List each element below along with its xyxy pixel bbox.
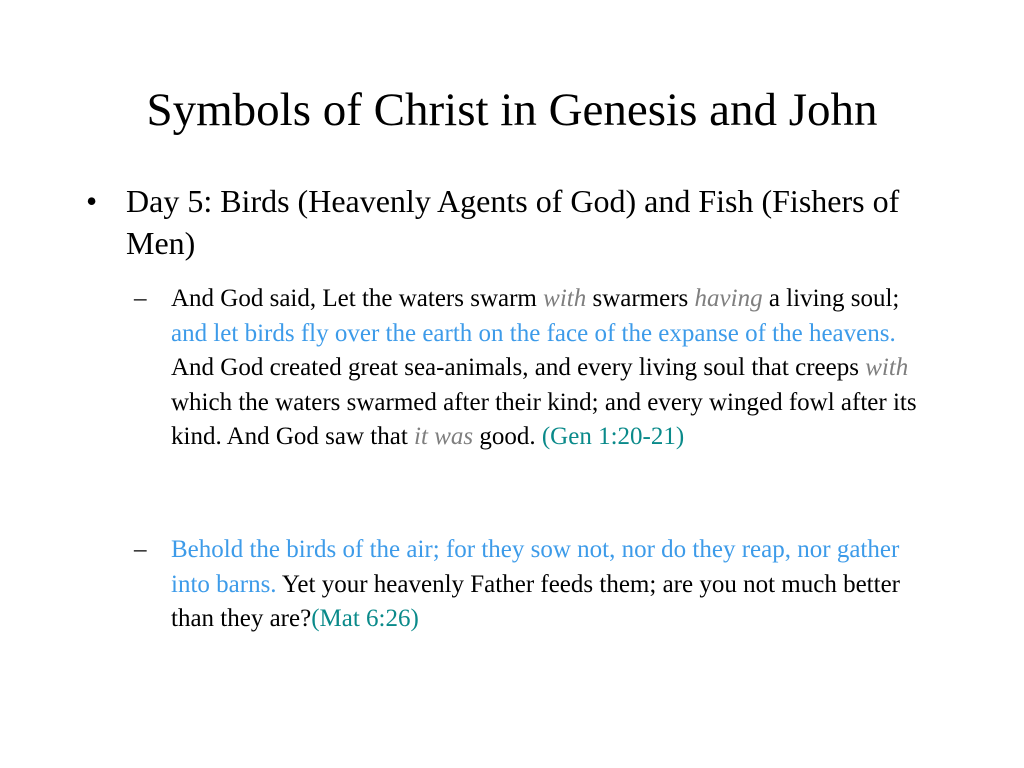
- italic-segment: with: [865, 354, 909, 381]
- text-segment: Yet your heavenly Father feeds them; are you not much better than they are?: [171, 570, 900, 632]
- text-segment: And God said, Let the waters swarm: [171, 285, 544, 312]
- sub-bullet-genesis: [134, 282, 934, 455]
- quote-segment: and let birds fly over the earth on the face of the expanse of the heavens.: [171, 319, 896, 347]
- sub-bullet-text: [171, 533, 934, 637]
- main-bullet-text: Day 5: Birds (Heavenly Agents of God) and Fish (Fishers of Men): [126, 183, 900, 261]
- slide-title: Symbols of Christ in Genesis and John: [146, 84, 878, 136]
- text-segment: a living soul;: [762, 285, 900, 312]
- bullet-marker: •: [86, 183, 98, 219]
- text-segment: swarmers: [586, 285, 695, 312]
- quote-segment: Behold the birds of the air; for they sow not, nor do they reap, nor gather into barns.: [171, 536, 900, 598]
- scripture-reference: (Mat 6:26): [311, 605, 419, 632]
- italic-segment: having: [694, 285, 763, 312]
- text-segment: And God created great sea-animals, and every living soul that creeps: [171, 354, 866, 381]
- italic-segment: it was: [414, 423, 474, 450]
- sub-bullet-matthew: [134, 533, 934, 637]
- text-segment: which the waters swarmed after their kind; and every winged fowl after its kind. And God saw that: [171, 388, 917, 450]
- dash-marker: –: [134, 536, 147, 563]
- sub-bullet-text: [171, 282, 934, 455]
- scripture-reference: (Gen 1:20-21): [541, 423, 685, 450]
- dash-marker: –: [134, 285, 147, 312]
- text-segment: good.: [473, 423, 542, 450]
- italic-segment: with: [543, 285, 587, 312]
- main-bullet: [86, 180, 946, 264]
